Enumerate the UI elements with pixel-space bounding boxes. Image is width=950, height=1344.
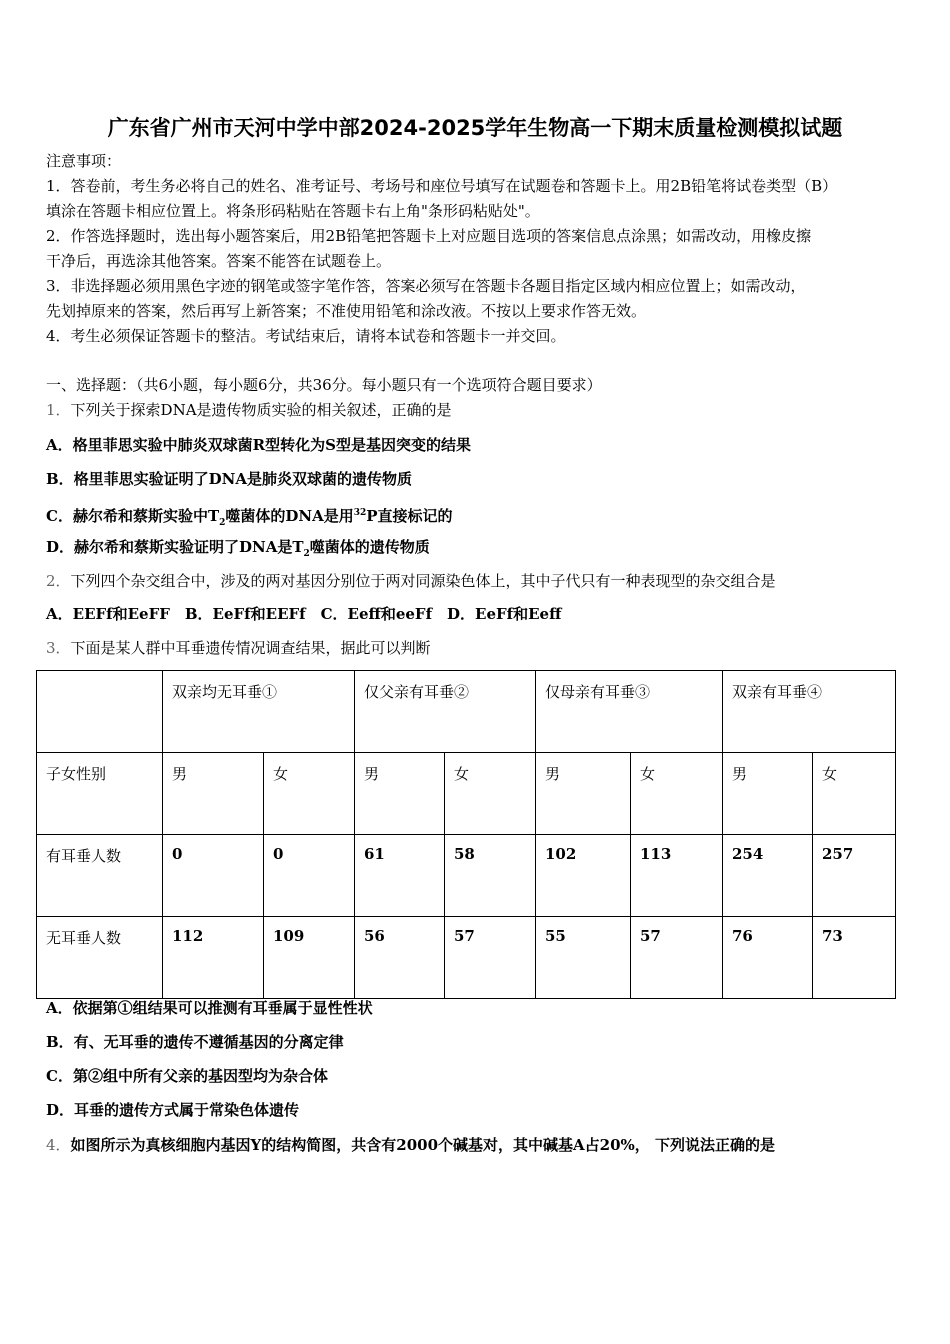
question-stem: 如图所示为真核细胞内基因Y的结构简图，共含有2000个碱基对，其中碱基A占20%， 下列说法正确的是 <box>70 1136 775 1154</box>
notice-line: 干净后，再选涂其他答案。答案不能答在试题卷上。 <box>46 252 392 270</box>
table-cell: 56 <box>355 917 445 999</box>
option-b: B．格里菲思实验证明了DNA是肺炎双球菌的遗传物质 <box>46 470 413 488</box>
table-row <box>37 917 896 999</box>
question-number: 3． <box>46 639 71 657</box>
question-number: 2． <box>46 572 71 590</box>
question-4 <box>46 1135 775 1155</box>
table-row <box>37 753 896 835</box>
question-stem: 下列四个杂交组合中，涉及的两对基因分别位于两对同源染色体上，其中子代只有一种表现型的杂交组合是 <box>70 572 776 590</box>
subscript: 2 <box>219 518 226 528</box>
option-text: C．赫尔希和蔡斯实验中T <box>46 507 220 525</box>
row-label: 有耳垂人数 <box>37 835 163 917</box>
table-cell: 61 <box>355 835 445 917</box>
table-cell: 女 <box>631 753 723 835</box>
table-header: 仅父亲有耳垂② <box>355 671 536 753</box>
table-cell: 102 <box>536 835 631 917</box>
notice-line: 4．考生必须保证答题卡的整洁。考试结束后，请将本试卷和答题卡一并交回。 <box>46 327 566 345</box>
question-stem: 下面是某人群中耳垂遗传情况调查结果，据此可以判断 <box>70 639 431 657</box>
table-cell: 57 <box>445 917 536 999</box>
notice-line: 2．作答选择题时，选出每小题答案后，用2B铅笔把答题卡上对应题目选项的答案信息点涂黑；如需改动，用橡皮擦 <box>46 227 812 245</box>
option-d <box>46 537 430 564</box>
option-text: 噬菌体的遗传物质 <box>309 538 430 556</box>
table-cell: 男 <box>163 753 264 835</box>
option-text: 噬菌体的DNA是用 <box>225 507 354 525</box>
table-header: 双亲均无耳垂① <box>163 671 355 753</box>
survey-table <box>36 670 896 999</box>
table-cell: 58 <box>445 835 536 917</box>
table-header: 仅母亲有耳垂③ <box>536 671 723 753</box>
notice-line: 先划掉原来的答案，然后再写上新答案；不准使用铅笔和涂改液。不按以上要求作答无效。 <box>46 302 647 320</box>
question-2 <box>46 571 776 591</box>
table-cell: 257 <box>813 835 896 917</box>
question-1 <box>46 400 452 420</box>
option-a: A．格里菲思实验中肺炎双球菌R型转化为S型是基因突变的结果 <box>46 436 471 454</box>
option-d: D．耳垂的遗传方式属于常染色体遗传 <box>46 1101 300 1119</box>
subscript: 2 <box>303 549 310 559</box>
notice-heading: 注意事项： <box>46 152 122 170</box>
option-c <box>46 503 453 533</box>
option-text: D．赫尔希和蔡斯实验证明了DNA是T <box>46 538 304 556</box>
table-header-row <box>37 671 896 753</box>
option-text: P直接标记的 <box>366 507 453 525</box>
table-cell: 113 <box>631 835 723 917</box>
table-cell: 女 <box>813 753 896 835</box>
option-a: A．依据第①组结果可以推测有耳垂属于显性性状 <box>46 999 373 1017</box>
notice-line: 填涂在答题卡相应位置上。将条形码粘贴在答题卡右上角"条形码粘贴处"。 <box>46 202 540 220</box>
section-heading: 一、选择题：（共6小题，每小题6分，共36分。每小题只有一个选项符合题目要求） <box>46 376 602 394</box>
notice-line: 1．答卷前，考生务必将自己的姓名、准考证号、考场号和座位号填写在试题卷和答题卡上。用2B铅笔将试卷类型（B） <box>46 177 838 195</box>
question-3 <box>46 638 431 658</box>
table-cell: 0 <box>163 835 264 917</box>
table-cell: 254 <box>723 835 813 917</box>
table-cell: 112 <box>163 917 264 999</box>
table-cell: 0 <box>264 835 355 917</box>
question-number: 4． <box>46 1136 71 1154</box>
table-row <box>37 835 896 917</box>
table-cell: 73 <box>813 917 896 999</box>
table-header: 双亲有耳垂④ <box>723 671 896 753</box>
table-cell: 女 <box>264 753 355 835</box>
notice-line: 3．非选择题必须用黑色字迹的钢笔或签字笔作答，答案必须写在答题卡各题目指定区域内相应位置上；如需改动， <box>46 277 806 295</box>
question-number: 1． <box>46 401 71 419</box>
table-cell: 女 <box>445 753 536 835</box>
options-line: A．EEFf和EeFF B．EeFf和EEFf C．Eeff和eeFf D．EeFf和Eeff <box>46 605 562 623</box>
table-cell: 109 <box>264 917 355 999</box>
question-stem: 下列关于探索DNA是遗传物质实验的相关叙述，正确的是 <box>70 401 452 419</box>
table-cell: 男 <box>723 753 813 835</box>
table-cell: 55 <box>536 917 631 999</box>
table-cell: 76 <box>723 917 813 999</box>
option-c: C．第②组中所有父亲的基因型均为杂合体 <box>46 1067 328 1085</box>
option-b: B．有、无耳垂的遗传不遵循基因的分离定律 <box>46 1033 344 1051</box>
page-title: 广东省广州市天河中学中部2024-2025学年生物高一下期末质量检测模拟试题 <box>107 116 843 140</box>
row-label: 子女性别 <box>37 753 163 835</box>
superscript: 32 <box>353 508 367 518</box>
table-cell: 男 <box>355 753 445 835</box>
table-cell: 57 <box>631 917 723 999</box>
table-cell <box>37 671 163 753</box>
table-cell: 男 <box>536 753 631 835</box>
row-label: 无耳垂人数 <box>37 917 163 999</box>
